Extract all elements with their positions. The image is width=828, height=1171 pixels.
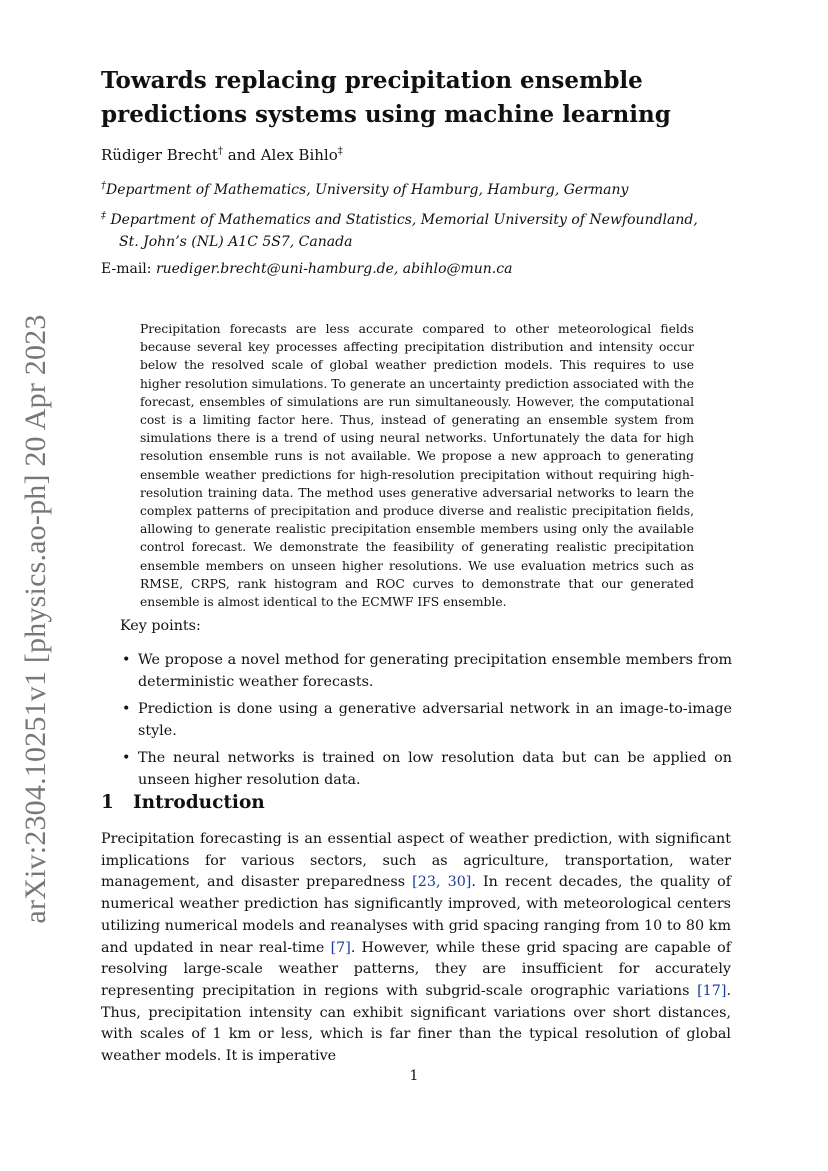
key-point-item bbox=[120, 748, 732, 791]
author-conjunction: and bbox=[222, 146, 261, 164]
key-point-text: The neural networks is trained on low resolution data but can be applied on unseen higher resolution data. bbox=[138, 750, 732, 788]
key-point-item bbox=[120, 650, 732, 693]
introduction-paragraph bbox=[101, 829, 731, 1068]
affiliation-2-line-1: Department of Mathematics and Statistics, Memorial University of Newfoundland, bbox=[106, 212, 698, 228]
bullet-icon: • bbox=[122, 750, 131, 766]
affiliation-1-text: Department of Mathematics, University of Hamburg, Hamburg, Germany bbox=[106, 182, 629, 198]
section-number: 1 bbox=[101, 792, 114, 813]
abstract: Precipitation forecasts are less accurate compared to other meteorological fields because several key processes affecting precipitation distribution and intensity occur below the resolved scale of global weather prediction models. This requires to use higher resolution simulations. To generate an uncertainty prediction associated with the forecast, ensembles of simulations are run simultaneously. However, the computational cost is a limiting factor here. Thus, instead of generating an ensemble system from simulations there is a trend of using neural networks. Unfortunately the data for high resolution ensemble runs is not available. We propose a new approach to generating ensemble weather predictions for high-resolution precipitation without requiring high-resolution training data. The method uses generative adversarial networks to learn the complex patterns of precipitation and produce diverse and realistic precipitation fields, allowing to generate realistic precipitation ensemble members using only the available control forecast. We demonstrate the feasibility of generating realistic precipitation ensemble members on unseen higher resolutions. We use evaluation metrics such as RMSE, CRPS, rank histogram and ROC curves to demonstrate that our generated ensemble is almost identical to the ECMWF IFS ensemble. bbox=[140, 322, 694, 610]
author-line bbox=[101, 146, 343, 164]
citation-link[interactable]: [23, 30] bbox=[412, 874, 472, 891]
affiliation-2 bbox=[101, 209, 741, 253]
key-point-text: Prediction is done using a generative adversarial network in an image-to-image style. bbox=[138, 701, 732, 739]
affiliation-1 bbox=[101, 182, 628, 198]
affiliation-2-mark: ‡ bbox=[101, 210, 106, 222]
citation-link[interactable]: [17] bbox=[697, 982, 727, 999]
key-points-list bbox=[120, 650, 732, 797]
section-title: Introduction bbox=[133, 792, 265, 813]
bullet-icon: • bbox=[122, 652, 131, 668]
section-heading bbox=[101, 792, 265, 813]
intro-text-4: . Thus, precipitation intensity can exhibit significant variations over short distances, with scales of 1 km or less, which is far finer than the typical resolution of global weather models. It is imperative bbox=[101, 982, 731, 1065]
key-point-text: We propose a novel method for generating precipitation ensemble members from deterministic weather forecasts. bbox=[138, 652, 732, 690]
email-label: E-mail: bbox=[101, 261, 152, 277]
author-2-mark: ‡ bbox=[337, 146, 343, 157]
author-1: Rüdiger Brecht bbox=[101, 146, 218, 164]
intro-text-3: . However, while these grid spacing are capable of resolving large-scale weather patterns, they are insufficient for accurately representing precipitation in regions with subgrid-scale orographic variations bbox=[101, 939, 731, 999]
affiliation-1-mark: † bbox=[101, 180, 106, 192]
author-1-mark: † bbox=[217, 146, 223, 157]
bullet-icon: • bbox=[122, 701, 131, 717]
key-points-label: Key points: bbox=[120, 618, 201, 634]
citation-link[interactable]: [7] bbox=[330, 939, 351, 956]
page-number: 1 bbox=[409, 1068, 419, 1084]
email-addresses[interactable]: ruediger.brecht@uni-hamburg.de, abihlo@mun.ca bbox=[155, 261, 513, 277]
key-point-item bbox=[120, 699, 732, 742]
intro-text-1: Precipitation forecasting is an essential aspect of weather prediction, with significant implications for various sectors, such as agriculture, transportation, water management, and disaster preparedness bbox=[101, 831, 731, 891]
paper-title: Towards replacing precipitation ensemble predictions systems using machine learning bbox=[101, 67, 671, 128]
intro-text-2: . In recent decades, the quality of numerical weather prediction has significantly improved, with meteorological centers utilizing numerical models and reanalyses with grid spacing ranging from 10 to 80 km and updated in near real-time bbox=[101, 874, 731, 956]
email-line bbox=[101, 261, 512, 277]
affiliation-2-line-2: St. John’s (NL) A1C 5S7, Canada bbox=[119, 234, 353, 250]
arxiv-identifier-text: arXiv:2304.10251v1 [physics.ao-ph] 20 Apr 2023 bbox=[19, 314, 52, 924]
author-2: Alex Bihlo bbox=[260, 146, 338, 164]
